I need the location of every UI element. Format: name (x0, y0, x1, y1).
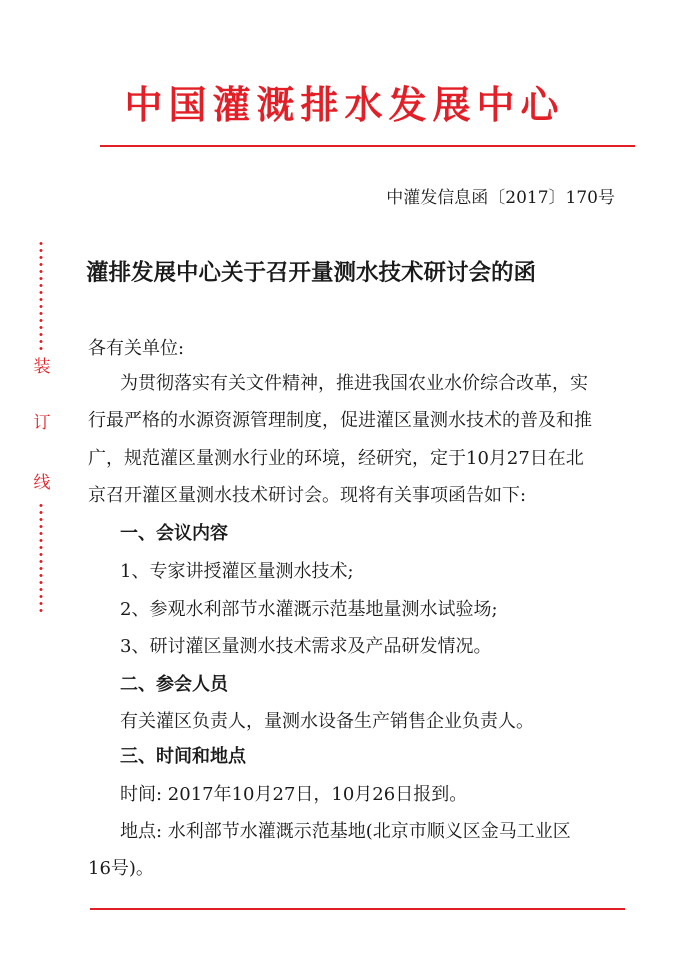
document-title: 灌排发展中心关于召开量测水技术研讨会的函 (86, 260, 537, 286)
meeting-place: 地点: 水利部节水灌溉示范基地(北京市顺义区金马工业区 (120, 821, 571, 842)
section-heading-time-place: 三、时间和地点 (120, 746, 246, 767)
body-line: 京召开灌区量测水技术研讨会。现将有关事项函告如下: (88, 485, 527, 506)
section-heading-meeting-content: 一、会议内容 (120, 523, 228, 544)
list-item: 2、参观水利部节水灌溉示范基地量测水试验场; (120, 599, 498, 620)
binding-dotted-line-bottom (39, 502, 43, 615)
body-line: 为贯彻落实有关文件精神，推进我国农业水价综合改革，实 (120, 373, 588, 394)
binding-margin (30, 240, 54, 615)
section-heading-attendees: 二、参会人员 (120, 674, 228, 695)
body-line: 行最严格的水源资源管理制度，促进灌区量测水技术的普及和推 (88, 410, 592, 431)
list-item: 3、研讨灌区量测水技术需求及产品研发情况。 (120, 636, 492, 657)
binding-char-xian: 线 (33, 473, 51, 493)
attendees-text: 有关灌区负责人，量测水设备生产销售企业负责人。 (120, 711, 534, 732)
footer-red-rule (90, 908, 625, 910)
binding-dotted-line-top (39, 240, 43, 350)
meeting-place-continued: 16号)。 (88, 858, 154, 879)
list-item: 1、专家讲授灌区量测水技术; (120, 561, 354, 582)
salutation: 各有关单位: (88, 338, 185, 359)
binding-char-ding: 订 (33, 413, 51, 433)
binding-char-zhuang: 装 (33, 357, 51, 377)
document-number: 中灌发信息函〔2017〕170号 (386, 188, 615, 208)
body-line: 广，规范灌区量测水行业的环境，经研究，定于10月27日在北 (88, 448, 584, 469)
meeting-time: 时间: 2017年10月27日，10月26日报到。 (120, 784, 468, 805)
issuing-organization-header: 中国灌溉排水发展中心 (124, 83, 565, 127)
header-red-rule (100, 145, 635, 147)
